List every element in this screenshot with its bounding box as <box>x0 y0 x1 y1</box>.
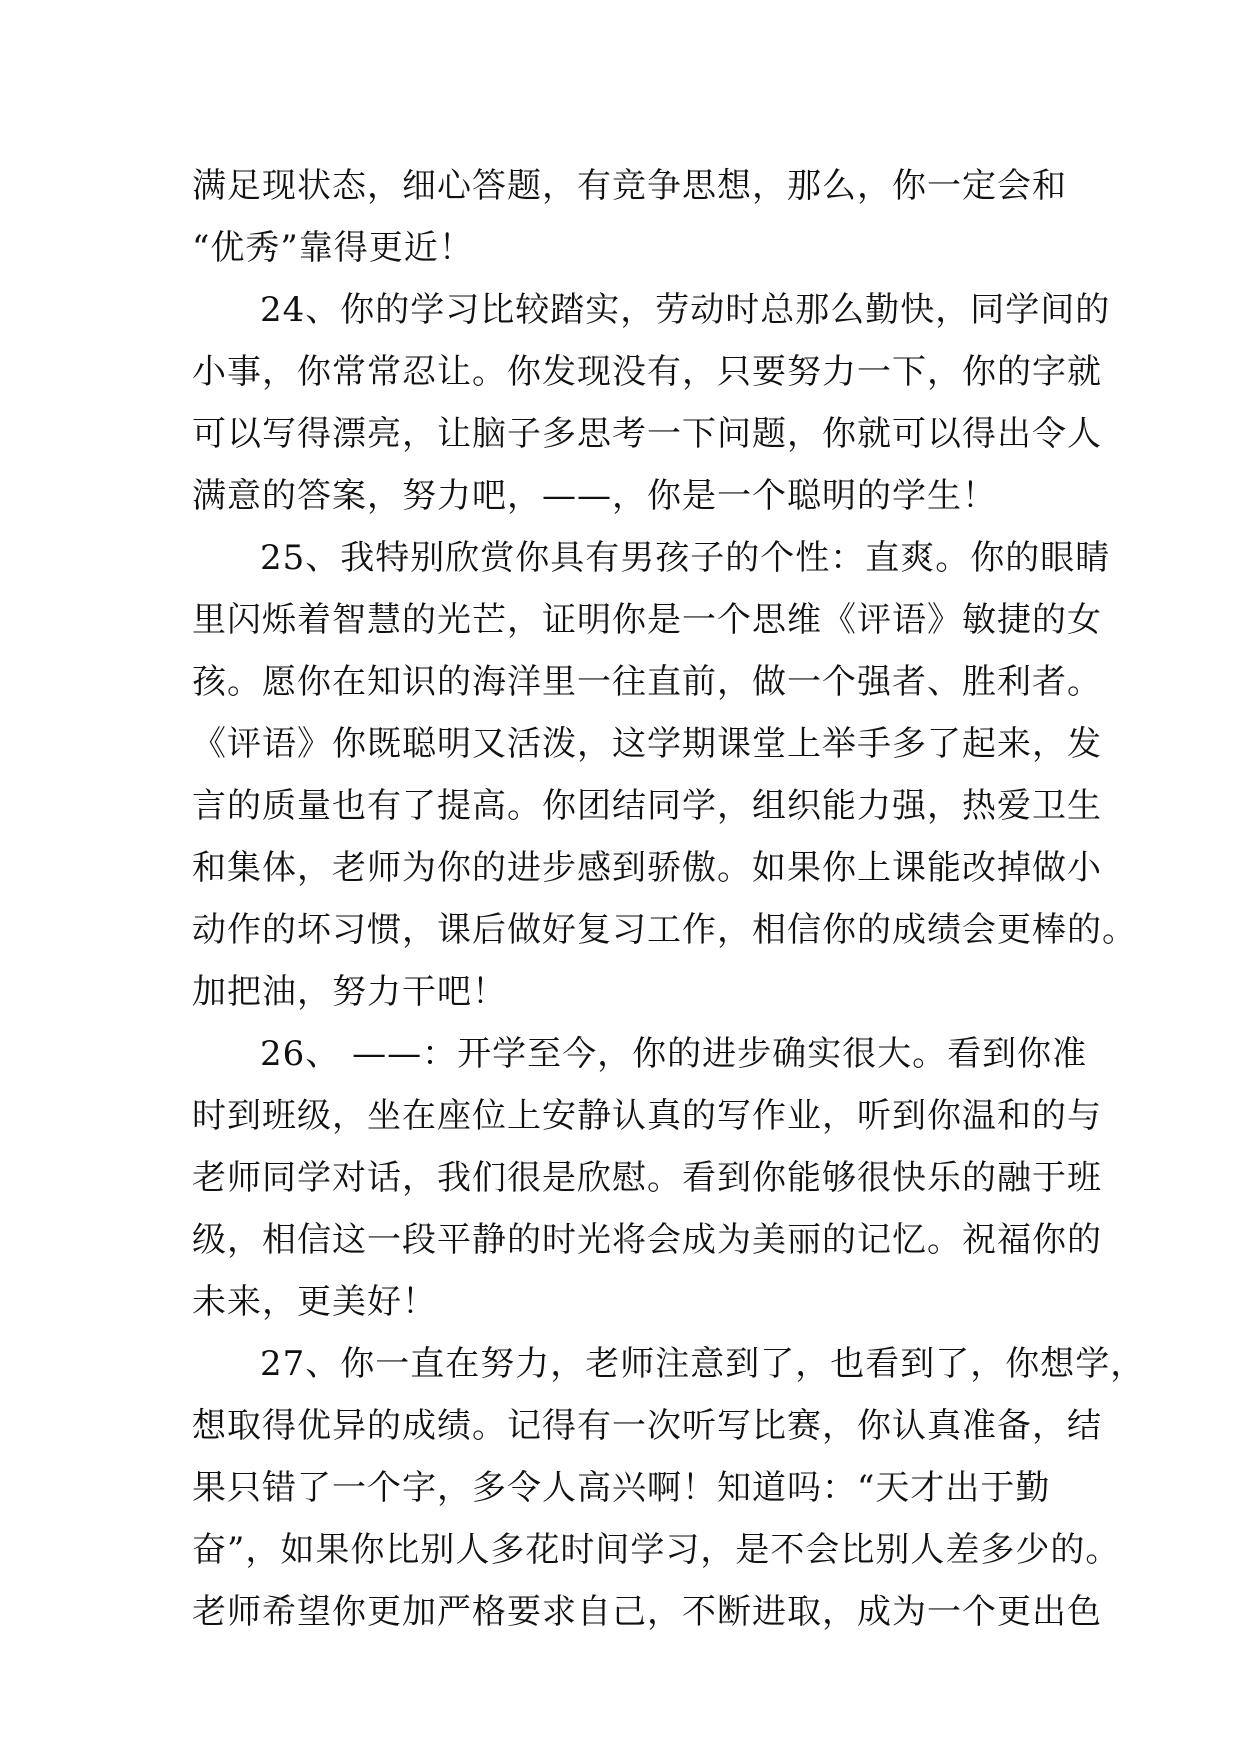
text-line: 果只错了一个字，多令人高兴啊！知道吗：“天才出于勤 <box>192 1468 1051 1508</box>
text-line: 奋”，如果你比别人多花时间学习，是不会比别人差多少的。 <box>192 1530 1121 1570</box>
text-line: 老师希望你更加严格要求自己，不断进取，成为一个更出色 <box>192 1592 1102 1632</box>
text-line: 满足现状态，细心答题，有竞争思想，那么，你一定会和 <box>192 166 1067 206</box>
text-line: 里闪烁着智慧的光芒，证明你是一个思维《评语》敏捷的女 <box>192 600 1102 640</box>
text-line: 言的质量也有了提高。你团结同学，组织能力强，热爱卫生 <box>192 786 1102 826</box>
text-line: 《评语》你既聪明又活泼，这学期课堂上举手多了起来，发 <box>192 724 1102 764</box>
text-line: 小事，你常常忍让。你发现没有，只要努力一下，你的字就 <box>192 352 1102 392</box>
text-line: 加把油，努力干吧！ <box>192 972 507 1012</box>
text-line: 可以写得漂亮，让脑子多思考一下问题，你就可以得出令人 <box>192 414 1102 454</box>
text-line: 动作的坏习惯，课后做好复习工作，相信你的成绩会更棒的。 <box>192 910 1137 950</box>
text-line: 时到班级，坐在座位上安静认真的写作业，听到你温和的与 <box>192 1096 1102 1136</box>
text-line: 级，相信这一段平静的时光将会成为美丽的记忆。祝福你的 <box>192 1220 1102 1260</box>
paragraph-25-start: 25、我特别欣赏你具有男孩子的个性：直爽。你的眼睛 <box>260 538 1111 578</box>
paragraph-24-start: 24、你的学习比较踏实，劳动时总那么勤快，同学间的 <box>260 290 1111 330</box>
text-line: 未来，更美好！ <box>192 1282 437 1322</box>
text-line: 老师同学对话，我们很是欣慰。看到你能够很快乐的融于班 <box>192 1158 1102 1198</box>
text-line: 和集体，老师为你的进步感到骄傲。如果你上课能改掉做小 <box>192 848 1102 888</box>
text-line: 满意的答案，努力吧，——，你是一个聪明的学生！ <box>192 476 997 516</box>
text-line: 想取得优异的成绩。记得有一次听写比赛，你认真准备，结 <box>192 1406 1102 1446</box>
text-line: 孩。愿你在知识的海洋里一往直前，做一个强者、胜利者。 <box>192 662 1102 702</box>
paragraph-26-start: 26、 ——：开学至今，你的进步确实很大。看到你准 <box>260 1034 1088 1074</box>
document-body <box>192 155 1146 1643</box>
paragraph-27-start: 27、你一直在努力，老师注意到了，也看到了，你想学， <box>260 1344 1146 1384</box>
text-line: “优秀”靠得更近！ <box>192 228 474 268</box>
